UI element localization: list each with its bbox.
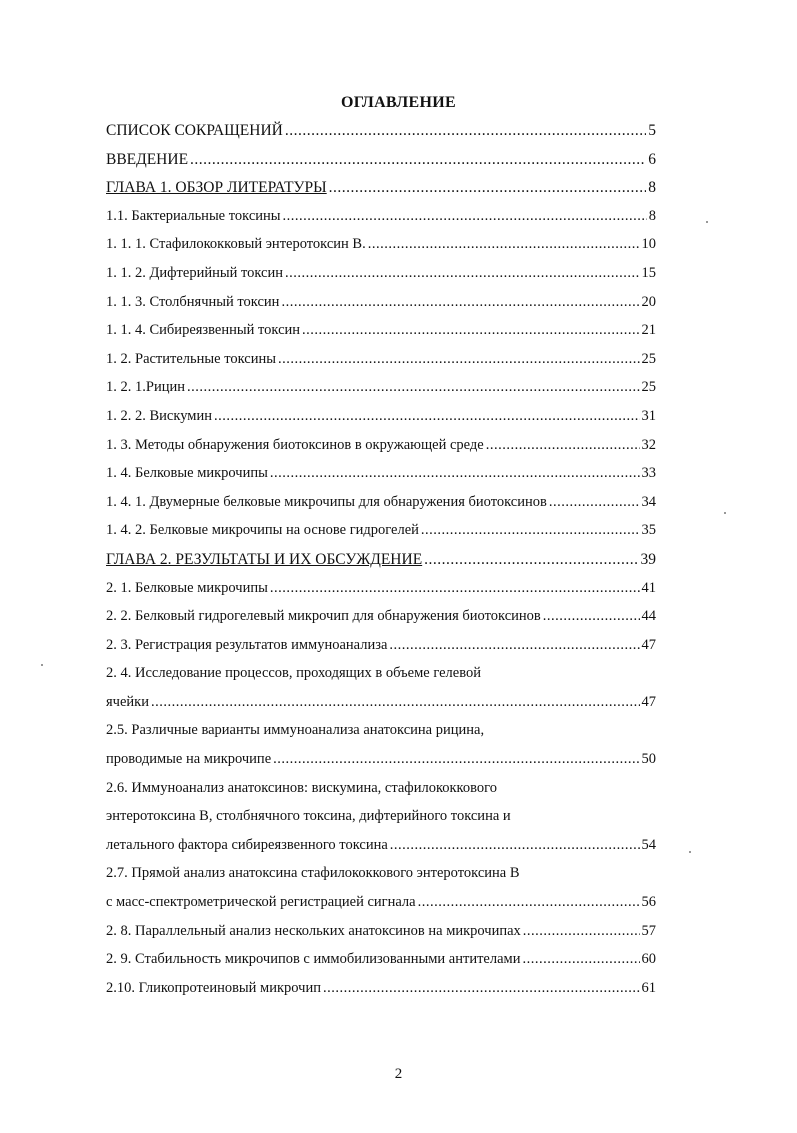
- toc-entry-chapter[interactable]: [106, 551, 656, 580]
- toc-entry-text: 2.6. Иммуноанализ анатоксинов: вискумина, стафилококкового: [106, 779, 497, 796]
- toc-leader-dots: [214, 408, 640, 425]
- toc-entry-page: 6: [648, 150, 656, 168]
- toc-entry[interactable]: [106, 923, 656, 952]
- toc-entry-continuation[interactable]: [106, 780, 656, 809]
- toc-entry-chapter[interactable]: [106, 179, 656, 208]
- toc-entry[interactable]: [106, 980, 656, 1009]
- toc-entry[interactable]: [106, 580, 656, 609]
- toc-entry-text: ГЛАВА 2. РЕЗУЛЬТАТЫ И ИХ ОБСУЖДЕНИЕ: [106, 550, 423, 568]
- toc-leader-dots: [270, 465, 640, 482]
- toc-leader-dots: [151, 694, 640, 711]
- toc-entry-text: 1. 2. 2. Вискумин: [106, 407, 212, 424]
- toc-entry[interactable]: [106, 351, 656, 380]
- toc-entry-page: 35: [641, 522, 656, 539]
- toc-entry[interactable]: [106, 637, 656, 666]
- toc-entry-text: 1.1. Бактериальные токсины: [106, 207, 281, 224]
- toc-entry[interactable]: [106, 465, 656, 494]
- toc-entry[interactable]: [106, 122, 656, 151]
- toc-entry-page: 31: [641, 407, 656, 424]
- toc-leader-dots: [421, 522, 640, 539]
- toc-entry[interactable]: [106, 294, 656, 323]
- toc-entry-text: 2. 1. Белковые микрочипы: [106, 579, 268, 596]
- toc-leader-dots: [549, 494, 640, 511]
- toc-entry[interactable]: [106, 151, 656, 180]
- toc-entry-page: 25: [641, 350, 656, 367]
- toc-entry-text: 1. 4. 2. Белковые микрочипы на основе гидрогелей: [106, 522, 419, 539]
- toc-leader-dots: [190, 151, 646, 169]
- toc-entry-page: 8: [648, 207, 656, 224]
- toc-entry-text: 1. 1. 4. Сибиреязвенный токсин: [106, 322, 301, 339]
- toc-entry[interactable]: [106, 494, 656, 523]
- toc-leader-dots: [329, 179, 647, 197]
- toc-entry-text: 2. 4. Исследование процессов, проходящих в объеме гелевой: [106, 665, 481, 682]
- toc-entry-page: 25: [641, 379, 656, 396]
- toc-entry-page: 56: [641, 894, 656, 911]
- toc-leader-dots: [522, 951, 639, 968]
- toc-entry-page: 10: [641, 236, 656, 253]
- toc-entry-page: 5: [648, 122, 656, 139]
- toc-entry-page: 21: [641, 322, 656, 339]
- toc-entry-text: энтеротоксина В, столбнячного токсина, дифтерийного токсина и: [106, 808, 511, 825]
- toc-leader-dots: [523, 923, 640, 940]
- toc-entry-page: 34: [641, 493, 656, 510]
- toc-leader-dots: [270, 580, 640, 597]
- toc-entry-text: 1. 1. 3. Столбнячный токсин: [106, 293, 280, 310]
- toc-entry-text: 2. 9. Стабильность микрочипов с иммобилизованными антителами: [106, 951, 521, 968]
- toc-entry-page: 32: [641, 436, 656, 453]
- toc-entry-page: 57: [641, 922, 656, 939]
- toc-leader-dots: [283, 208, 647, 225]
- toc-entry[interactable]: [106, 322, 656, 351]
- toc-entry-text: 2. 8. Параллельный анализ нескольких анатоксинов на микрочипах: [106, 922, 521, 939]
- toc-entry-page: 15: [641, 264, 656, 281]
- toc-entry[interactable]: [106, 751, 656, 780]
- toc-entry[interactable]: [106, 236, 656, 265]
- toc-entry[interactable]: [106, 894, 656, 923]
- toc-entry-text: СПИСОК СОКРАЩЕНИЙ: [106, 122, 283, 139]
- toc-entry-text: 1. 2. 1.Рицин: [106, 379, 185, 396]
- toc-leader-dots: [486, 437, 640, 454]
- toc-entry-text: 2.7. Прямой анализ анатоксина стафилококкового энтеротоксина В: [106, 865, 520, 882]
- toc-leader-dots: [278, 351, 640, 368]
- toc-entry[interactable]: [106, 379, 656, 408]
- toc-leader-dots: [285, 122, 646, 140]
- toc-entry-text: ячейки: [106, 693, 149, 710]
- toc-entry[interactable]: [106, 408, 656, 437]
- toc-entry-page: 41: [641, 579, 656, 596]
- toc-leader-dots: [273, 751, 639, 768]
- toc-entry-text: проводимые на микрочипе: [106, 751, 272, 768]
- toc-entry[interactable]: [106, 837, 656, 866]
- toc-entry-text: 1. 3. Методы обнаружения биотоксинов в окружающей среде: [106, 436, 484, 453]
- toc-entry[interactable]: [106, 608, 656, 637]
- toc-entry-continuation[interactable]: [106, 808, 656, 837]
- toc-entry-text: 2.10. Гликопротеиновый микрочип: [106, 979, 321, 996]
- toc-entry-text: 2. 3. Регистрация результатов иммуноанализа: [106, 636, 388, 653]
- toc-entry[interactable]: [106, 437, 656, 466]
- toc-entry-text: 2. 2. Белковый гидрогелевый микрочип для обнаружения биотоксинов: [106, 608, 541, 625]
- toc-entry-page: 44: [641, 608, 656, 625]
- toc-leader-dots: [368, 236, 640, 253]
- toc-entry-page: 39: [640, 550, 656, 568]
- toc-entry-page: 60: [641, 951, 656, 968]
- toc-entry-text: 1. 2. Растительные токсины: [106, 350, 276, 367]
- toc-entry-continuation[interactable]: [106, 865, 656, 894]
- toc-entry-page: 54: [641, 836, 656, 853]
- toc-leader-dots: [418, 894, 640, 911]
- toc-leader-dots: [543, 608, 640, 625]
- toc-leader-dots: [390, 837, 640, 854]
- toc-title: ОГЛАВЛЕНИЕ: [341, 94, 456, 111]
- table-of-contents: [106, 122, 656, 1008]
- toc-entry[interactable]: [106, 265, 656, 294]
- toc-entry-page: 8: [648, 179, 656, 197]
- toc-entry-continuation[interactable]: [106, 722, 656, 751]
- scan-speck: [724, 512, 726, 514]
- toc-entry-text: с масс-спектрометрической регистрацией сигнала: [106, 894, 416, 911]
- scan-speck: [41, 664, 43, 666]
- toc-entry-text: 1. 4. 1. Двумерные белковые микрочипы для обнаружения биотоксинов: [106, 493, 547, 510]
- toc-leader-dots: [285, 265, 639, 282]
- toc-entry-text: 1. 1. 2. Дифтерийный токсин: [106, 264, 284, 281]
- toc-entry[interactable]: [106, 694, 656, 723]
- toc-entry[interactable]: [106, 522, 656, 551]
- toc-entry-page: 47: [641, 693, 656, 710]
- toc-leader-dots: [281, 294, 639, 311]
- toc-leader-dots: [389, 637, 639, 654]
- toc-entry-text: 1. 1. 1. Стафилококковый энтеротоксин В.: [106, 236, 366, 253]
- toc-leader-dots: [187, 379, 640, 396]
- toc-leader-dots: [302, 322, 639, 339]
- scan-speck: [689, 851, 691, 853]
- toc-entry-text: 1. 4. Белковые микрочипы: [106, 465, 268, 482]
- toc-entry[interactable]: [106, 951, 656, 980]
- toc-entry-page: 50: [641, 751, 656, 768]
- toc-leader-dots: [424, 551, 638, 569]
- toc-leader-dots: [323, 980, 640, 997]
- toc-entry-page: 61: [641, 979, 656, 996]
- toc-entry-text: 2.5. Различные варианты иммуноанализа анатоксина рицина,: [106, 722, 485, 739]
- toc-entry-text: ГЛАВА 1. ОБЗОР ЛИТЕРАТУРЫ: [106, 179, 327, 197]
- toc-entry-page: 20: [641, 293, 656, 310]
- toc-entry-text: летального фактора сибиреязвенного токсина: [106, 836, 388, 853]
- toc-entry-page: 33: [641, 465, 656, 482]
- toc-entry-text: ВВЕДЕНИЕ: [106, 150, 189, 168]
- toc-entry[interactable]: [106, 208, 656, 237]
- scan-speck: [706, 221, 708, 223]
- toc-entry-continuation[interactable]: [106, 665, 656, 694]
- page-number: 2: [394, 1066, 403, 1082]
- toc-entry-page: 47: [641, 636, 656, 653]
